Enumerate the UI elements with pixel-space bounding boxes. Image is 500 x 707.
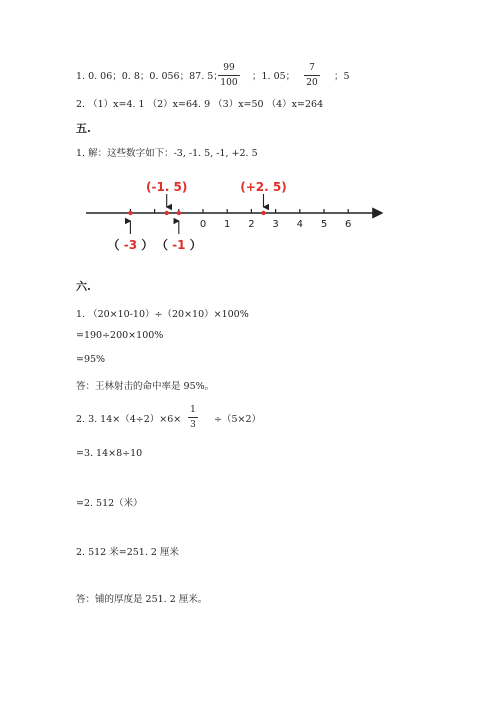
- tick-label: 5: [320, 219, 328, 230]
- fraction-denominator: 3: [190, 420, 196, 430]
- point-label-below: （ -3 ）: [107, 238, 154, 252]
- fraction-bar: [304, 75, 320, 76]
- s6-q2-line2: =3. 14×8÷10: [76, 448, 143, 459]
- tick-label: 1: [224, 219, 231, 230]
- q1-separator-1: ；1. 05；: [252, 71, 296, 82]
- s6-q1-answer: 答：王林射击的命中率是 95%。: [76, 381, 215, 392]
- s6-q1-line1: 1. （20×10-10）÷（20×10）×100%: [76, 309, 249, 320]
- s6-q1-line2: =190÷200×100%: [76, 330, 164, 341]
- point-label-above: (-1. 5): [146, 180, 188, 194]
- number-line-tick-labels: [200, 219, 352, 230]
- fraction-7-20: [304, 63, 320, 88]
- s6-q2-line1-b: ÷（5×2）: [214, 414, 262, 425]
- fraction-denominator: 20: [306, 78, 318, 88]
- fraction-bar: [188, 417, 198, 418]
- tick-label: 2: [248, 219, 255, 230]
- point-marker: [128, 211, 132, 215]
- point-label-below: （ -1 ）: [155, 238, 202, 252]
- fraction-99-100: [218, 63, 240, 88]
- fraction-1-3: [188, 405, 198, 430]
- s6-q2-answer: 答：铺的厚度是 251. 2 厘米。: [76, 594, 208, 605]
- tick-label: 6: [345, 219, 352, 230]
- q2-answers: 2. （1）x=4. 1 （2）x=64. 9 （3）x=50 （4）x=264: [76, 99, 324, 110]
- section-6-heading: 六.: [76, 280, 91, 293]
- tick-label: 4: [296, 219, 303, 230]
- tick-label: 3: [272, 219, 279, 230]
- s6-q2-line1-a: 2. 3. 14×（4÷2）×6×: [76, 414, 182, 425]
- q1-separator-2: ；5: [334, 71, 350, 82]
- fraction-denominator: 100: [220, 78, 238, 88]
- section-5-intro: 1. 解：这些数字如下：-3, -1. 5, -1, +2. 5: [76, 148, 258, 159]
- q1-part-a: 1. 0. 06；0. 8；0. 056；87. 5；: [76, 71, 223, 82]
- point-label-above: (+2. 5): [240, 180, 287, 194]
- s6-q2-line3: =2. 512（米）: [76, 498, 143, 509]
- fraction-numerator: 1: [190, 405, 196, 415]
- point-marker: [177, 211, 181, 215]
- s6-q1-line3: =95%: [76, 354, 106, 365]
- fraction-bar: [218, 75, 240, 76]
- tick-label: 0: [199, 219, 207, 230]
- section-5-heading: 五.: [76, 122, 91, 135]
- fraction-numerator: 7: [309, 63, 315, 73]
- s6-q2-line4: 2. 512 米=251. 2 厘米: [76, 547, 179, 558]
- fraction-numerator: 99: [223, 63, 235, 73]
- number-line-figure: [80, 176, 390, 256]
- point-marker: [165, 211, 169, 215]
- number-line-points: [108, 180, 287, 252]
- point-marker: [261, 211, 265, 215]
